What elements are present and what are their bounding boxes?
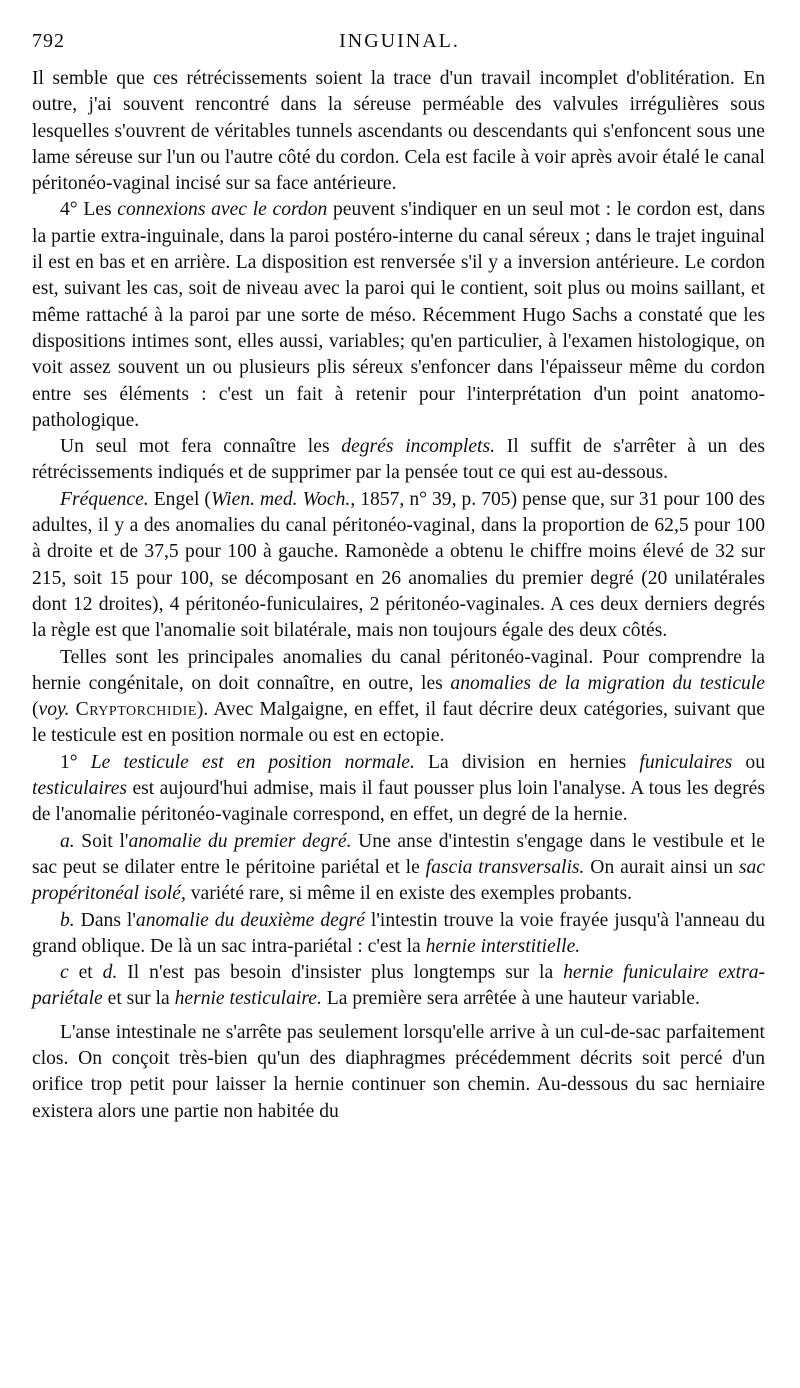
italic-term: sac propéritonéal isolé <box>32 856 765 905</box>
text-run: Il semble que ces rétrécissements soient la trace d'un travail incomplet d'oblitération. En outre, j'ai souvent rencontré dans la séreuse perméable des valvules irrégulières sous lesquelles s'ouvrent de véritables tunnels ascendants ou descendants qui s'enfoncent sous une lame séreuse sur l'un ou l'autre côté du cordon. Cela est facile à voir après avoir étalé le canal péritonéo-vaginal incisé sur sa face antérieure. <box>32 68 765 195</box>
text-run: 4° Les <box>60 199 118 221</box>
text-run: peuvent s'indiquer en un seul mot : le cordon est, dans la partie extra-inguinale, dans la paroi postéro-interne du canal séreux ; dans le trajet inguinal il est en bas et en arrière. La disposition est renversée s'il y a inversion antérieure. Le cordon est, suivant les cas, soit de niveau avec la paroi qui le contient, soit plus ou moins saillant, et même rattaché à la paroi par une sorte de méso. Récemment Hugo Sachs a constaté que les dispositions intimes sont, elles aussi, variables; qu'en particulier, à l'examen histologique, on voit assez souvent un ou plusieurs plis séreux s'enfoncer dans l'épaisseur même du cordon entre ses éléments : c'est un fait à retenir pour l'interprétation d'un point anatomo-pathologique. <box>32 199 765 431</box>
section-lead: Fréquence. <box>60 488 149 510</box>
body-text <box>32 66 765 1125</box>
paragraph-6 <box>32 750 765 829</box>
paragraph-7 <box>32 829 765 908</box>
text-run: ). Avec Malgaigne, en effet, il faut décrire deux catégories, suivant que le testicule est en position normale ou est en ectopie. <box>32 699 766 747</box>
text-run: ou <box>732 751 765 773</box>
italic-term: voy. <box>38 699 70 721</box>
italic-term: connexions avec le cordon <box>117 199 328 221</box>
text-run: 1° <box>60 751 91 773</box>
paragraph-4 <box>32 487 765 645</box>
paragraph-5 <box>32 645 765 750</box>
italic-term: hernie interstitielle. <box>425 935 581 957</box>
text-run: Telles sont les principales anomalies du canal péritonéo-vaginal. Pour comprendre la hernie congénitale, on doit connaître, en outre, les <box>32 646 765 694</box>
italic-term: anomalie du deuxième degré <box>135 909 365 931</box>
italic-term: degrés incomplets. <box>341 436 495 458</box>
cross-reference: Cryptorchidie <box>75 699 197 721</box>
running-title: INGUINAL. <box>339 30 460 52</box>
paragraph-1 <box>32 66 765 197</box>
paragraph-8 <box>32 908 765 961</box>
item-letter: a. <box>60 830 75 852</box>
italic-term: hernie funiculaire extra-pariétale <box>32 962 766 1010</box>
paragraph-2 <box>32 197 765 434</box>
text-run: On aurait ainsi un <box>584 856 739 878</box>
text-run: et sur la <box>102 988 175 1010</box>
text-run: et <box>68 962 103 984</box>
text-run: Dans l' <box>74 909 136 931</box>
running-header <box>32 30 767 58</box>
text-run: Soit l' <box>74 830 129 852</box>
italic-term: Le testicule est en position normale. <box>90 751 415 773</box>
text-run: La division en hernies <box>414 751 640 773</box>
italic-term: anomalie du premier degré. <box>128 830 352 852</box>
item-letter: b. <box>60 909 75 931</box>
italic-term: anomalies de la migration du testicule <box>450 672 765 694</box>
item-letter: d. <box>102 962 118 984</box>
page-number: 792 <box>32 30 65 52</box>
text-run: La première sera arrêtée à une hauteur variable. <box>321 988 700 1010</box>
text-run: Il n'est pas besoin d'insister plus longtemps sur la <box>117 962 564 984</box>
text-run: Une anse d'intestin s'engage dans le vestibule et le sac peut se dilater entre le péritoine pariétal et le <box>32 830 765 878</box>
italic-term: testiculaires <box>32 778 128 800</box>
paragraph-9 <box>32 960 765 1013</box>
paragraph-10 <box>32 1020 765 1125</box>
text-run: , variété rare, si même il en existe des exemples probants. <box>180 883 632 905</box>
item-letter: c <box>60 962 69 984</box>
italic-term: hernie testiculaire. <box>174 988 322 1010</box>
italic-term: fascia transversalis. <box>425 856 585 878</box>
text-run: Il suffit de s'arrêter à un des rétrécissements indiqués et de supprimer par la pensée tout ce qui est au-dessous. <box>32 436 765 484</box>
text-run: est aujourd'hui admise, mais il faut pousser plus loin l'analyse. A tous les degrés de l'anomalie péritonéo-vaginale correspond, en effet, un degré de la hernie. <box>32 778 765 826</box>
paragraph-3 <box>32 434 765 487</box>
citation: Wien. med. Woch. <box>210 488 351 510</box>
text-run: ( <box>32 699 39 721</box>
italic-term: funiculaires <box>639 751 733 773</box>
text-run: L'anse intestinale ne s'arrête pas seulement lorsqu'elle arrive à un cul-de-sac parfaitement clos. On conçoit très-bien qu'un des diaphragmes précédemment décrits soit percé d'un orifice trop petit pour laisser la hernie continuer son chemin. Au-dessous du sac herniaire existera alors une partie non habitée du <box>32 1021 765 1122</box>
text-run: Engel ( <box>148 488 211 510</box>
text-run: , 1857, n° 39, p. 705) pense que, sur 31 pour 100 des adultes, il y a des anomalies du canal péritonéo-vaginal, dans la proportion de 62,5 pour 100 à droite et de 37,5 pour 100 à gauche. Ramonède a obtenu le chiffre moins élevé de 32 sur 215, soit 15 pour 100, se décomposant en 26 anomalies du premier degré (20 unilatérales dont 12 droites), 4 péritonéo-funiculaires, 2 péritonéo-vaginales. A ces deux derniers degrés la règle est que l'anomalie soit bilatérale, mais non toujours égale des deux côtés. <box>32 488 765 642</box>
text-run: Un seul mot fera connaître les <box>60 436 342 458</box>
text-run: l'intestin trouve la voie frayée jusqu'à l'anneau du grand oblique. De là un sac intra-pariétal : c'est la <box>32 909 765 957</box>
